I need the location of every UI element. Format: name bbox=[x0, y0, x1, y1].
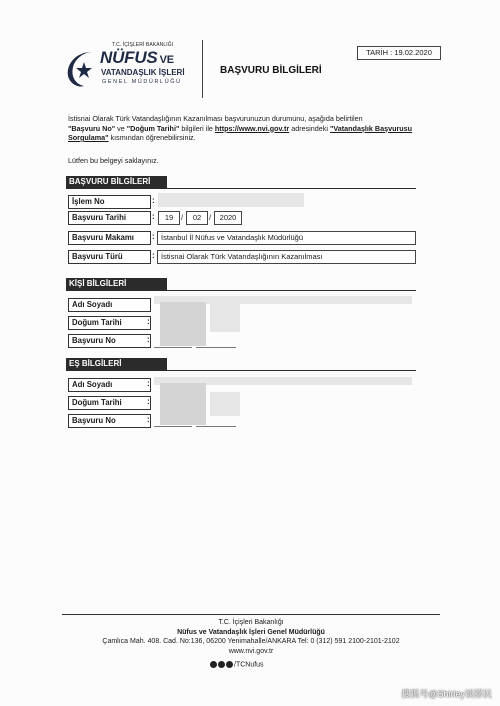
label-spouse-dogum-tarihi: Doğum Tarihi bbox=[68, 396, 151, 410]
nvi-url-link[interactable]: https://www.nvi.gov.tr bbox=[214, 123, 290, 133]
social-handles: /TCNufus bbox=[210, 661, 264, 668]
application-section-title: BAŞVURU BİLGİLERİ bbox=[66, 176, 167, 188]
document-page: T.C. İÇİŞLERİ BAKANLIĞI NÜFUS VE VATANDAŞLIK İŞLERİ GENEL MÜDÜRLÜĞÜ BAŞVURU BİLGİLERİ TARİH : 19.02.2020 İstisnai Olarak Türk Vatandaşlığının Kazanılması başvurunuzun durumunu, aşağıda belirtilen "Başvuru No" ve "Doğum Tarihi" bilgileri ile https://www.nvi.gov.tr adresindeki "Vatandaşlık Başvurusu Sorgulama" kısmından öğrenebilirsiniz. Lütfen bu belgeyi saklayınız. BAŞVURU BİLGİLERİ İşlem No : Başvuru Tarihi : 19 / 02 / 2020 Başvuru Makamı : İstanbul İl Nüfus ve Vatandaşlık Müdürlüğü Başvuru Türü : İstisnai Olarak Türk Vatandaşlığının Kazanılması KİŞİ BİLGİLERİ Adı Soyadı Doğum Tarihi : Başvuru No : EŞ BİLGİLERİ Adı Soyadı : Doğum Tarihi : Başvuru No : T.C. İçişleri Bakanlığı Nüfus ve Vatandaşlık İşleri Genel Müdürlüğü Çamlıca Mah. 408. Cad. No:136, 06200 Yenimahalle/ANKARA Tel: 0 (312) 591 2100-2101-2102 www.nvi.gov.tr /TCNufus 搜狐号@Shirley谈移民 bbox=[0, 0, 500, 706]
label-spouse-basvuru-no: Başvuru No bbox=[68, 414, 151, 428]
footer-divider bbox=[62, 614, 440, 615]
logo-sub-text: VATANDAŞLIK İŞLERİ bbox=[101, 68, 185, 77]
section-divider bbox=[66, 370, 416, 371]
label-basvuru-turu: Başvuru Türü bbox=[68, 250, 151, 264]
section-divider bbox=[66, 290, 416, 291]
footer-ministry: T.C. İçişleri Bakanlığı bbox=[218, 619, 284, 626]
instagram-icon[interactable] bbox=[226, 661, 233, 668]
redacted-person-block bbox=[160, 302, 206, 346]
date-fields: 19 / 02 / 2020 bbox=[158, 211, 248, 225]
keep-note: Lütfen bu belgeyi saklayınız. bbox=[68, 156, 159, 165]
label-spouse-adi-soyadi: Adı Soyadı bbox=[68, 378, 151, 392]
twitter-icon[interactable] bbox=[210, 661, 217, 668]
facebook-icon[interactable] bbox=[218, 661, 225, 668]
logo-ministry-text: T.C. İÇİŞLERİ BAKANLIĞI bbox=[112, 42, 174, 48]
person-section-title: KİŞİ BİLGİLERİ bbox=[66, 278, 167, 290]
nvi-logo bbox=[62, 42, 194, 96]
redacted-islem-no bbox=[158, 193, 304, 207]
redacted-spouse-block bbox=[210, 392, 240, 416]
date-value: 19.02.2020 bbox=[394, 48, 432, 57]
spouse-section-title: EŞ BİLGİLERİ bbox=[66, 358, 167, 370]
document-header bbox=[62, 40, 442, 98]
date-day: 19 bbox=[158, 211, 180, 225]
logo-main-text: NÜFUS VE bbox=[100, 48, 174, 67]
intro-paragraph: İstisnai Olarak Türk Vatandaşlığının Kazanılması başvurunuzun durumunu, aşağıda belirtilen "Başvuru No" ve "Doğum Tarihi" bilgileri ile https://www.nvi.gov.tr adresindeki "Vatandaşlık Başvurusu Sorgulama" kısmından öğrenebilirsiniz. bbox=[68, 114, 413, 142]
footer bbox=[62, 618, 440, 656]
basvuru-turu-value: İstisnai Olarak Türk Vatandaşlığının Kazanılması bbox=[157, 250, 416, 264]
section-divider bbox=[66, 188, 416, 189]
label-adi-soyadi: Adı Soyadı bbox=[68, 298, 151, 312]
page-title: BAŞVURU BİLGİLERİ bbox=[220, 65, 322, 76]
logo-sub2-text: GENEL MÜDÜRLÜĞÜ bbox=[102, 79, 182, 85]
label-dogum-tarihi: Doğum Tarihi bbox=[68, 316, 151, 330]
label-basvuru-tarihi: Başvuru Tarihi bbox=[68, 211, 151, 225]
footer-directorate: Nüfus ve Vatandaşlık İşleri Genel Müdürlüğü bbox=[177, 628, 325, 636]
footer-website[interactable]: www.nvi.gov.tr bbox=[228, 647, 274, 655]
star-crescent-icon bbox=[64, 48, 98, 88]
date-box: TARİH : 19.02.2020 bbox=[357, 46, 441, 60]
query-link[interactable]: "Vatandaşlık Başvurusu Sorgulama" bbox=[68, 123, 413, 142]
redacted-spouse-block bbox=[160, 383, 206, 425]
date-year: 2020 bbox=[214, 211, 242, 225]
date-month: 02 bbox=[186, 211, 208, 225]
label-basvuru-makami: Başvuru Makamı bbox=[68, 231, 151, 245]
redacted-person-block bbox=[210, 302, 240, 332]
basvuru-makami-value: İstanbul İl Nüfus ve Vatandaşlık Müdürlüğü bbox=[157, 231, 416, 245]
header-divider bbox=[202, 40, 203, 98]
watermark: 搜狐号@Shirley谈移民 bbox=[401, 689, 492, 699]
footer-address: Çamlıca Mah. 408. Cad. No:136, 06200 Yenimahalle/ANKARA Tel: 0 (312) 591 2100-2101-2102 bbox=[102, 638, 400, 645]
label-basvuru-no: Başvuru No bbox=[68, 334, 151, 348]
label-islem-no: İşlem No bbox=[68, 195, 151, 209]
